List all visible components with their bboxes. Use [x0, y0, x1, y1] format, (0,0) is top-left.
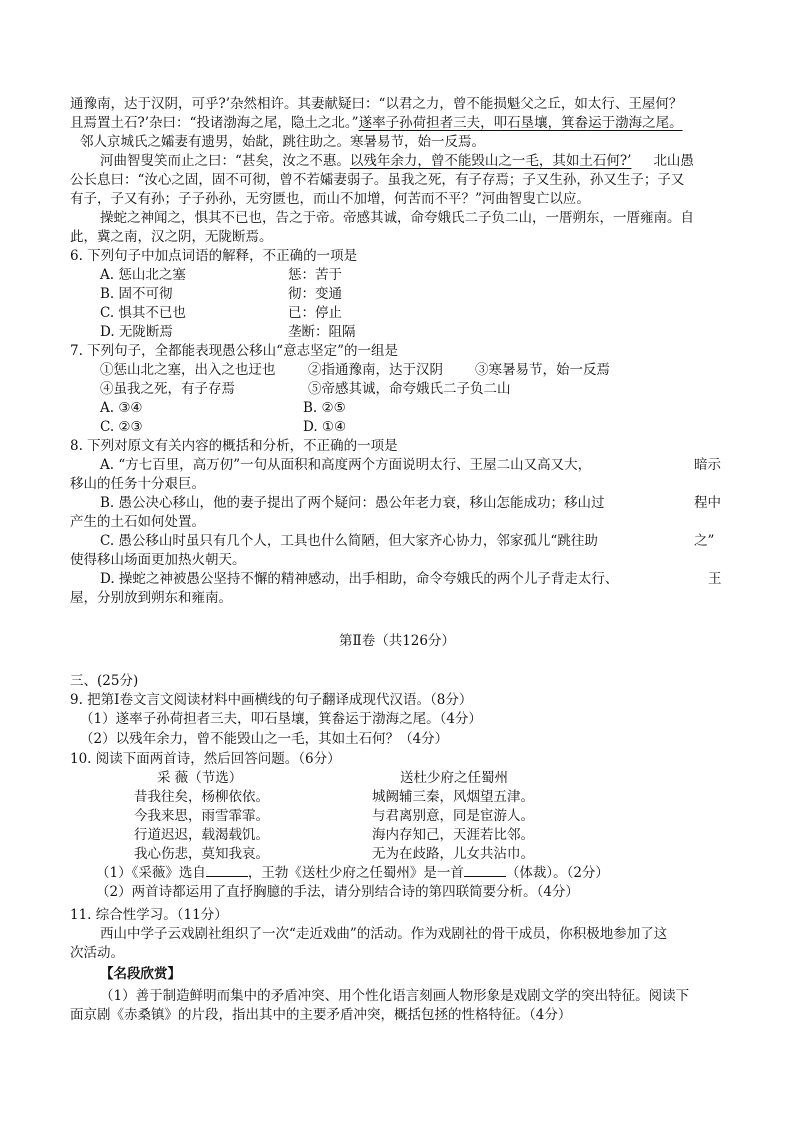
q6-option-d: D. 无陇断焉 [100, 324, 173, 340]
section-3-heading: 三、(25分) [70, 673, 139, 689]
q10-sub-1-text: （体裁）。（2分） [505, 865, 609, 881]
question-10-stem: 10. 阅读下面两首诗，然后回答问题。（6分） [70, 751, 341, 767]
question-8-stem: 8. 下列对原文有关内容的概括和分析，不正确的一项是 [70, 438, 398, 454]
answer-blank-source[interactable] [206, 864, 248, 877]
q7-option-b: B. ②⑤ [303, 400, 346, 416]
q8-option-c: C. 愚公移山时虽只有几个人，工具也什么简陋，但大家齐心协力，邻家孤儿“跳往助 [100, 533, 598, 549]
passage-line: 通豫南，达于汉阴，可乎?’杂然相许。其妻献疑曰：“以君之力，曾不能损魁父之丘，如太行、王屋何？ [70, 96, 683, 112]
poem-1-line: 昔我往矣，杨柳依依。 [134, 789, 269, 805]
passage-line: 邻人京城氏之孀妻有遗男，始龀，跳往助之。寒暑易节，始一反焉。 [80, 134, 485, 150]
passage-text: 河曲智叟笑而止之曰：“甚矣，汝之不惠。 [100, 153, 350, 169]
q7-item-4: ④虽我之死，有子存焉 [100, 381, 235, 397]
question-6-stem: 6. 下列句子中加点词语的解释，不正确的一项是 [70, 248, 358, 264]
question-9-stem: 9. 把第Ⅰ卷文言文阅读材料中画横线的句子翻译成现代汉语。（8分） [70, 692, 473, 708]
q8-option-a: A. “方七百里，高万仞”一句从面积和高度两个方面说明太行、王屋二山又高又大， [100, 457, 592, 473]
q11-section-heading: 【名段欣赏】 [100, 966, 181, 982]
q11-paragraph: 次活动。 [70, 945, 124, 961]
poem-2-line: 与君离别意，同是宦游人。 [372, 808, 534, 824]
q6-option-b-note: 彻：变通 [288, 286, 342, 302]
q8-option-c-cont: 使得移山场面更加热火朝天。 [70, 552, 246, 568]
q6-option-a: A. 惩山北之塞 [100, 267, 186, 283]
q7-option-d: D. ①④ [303, 419, 347, 435]
passage-line: 操蛇之神闻之，惧其不已也，告之于帝。帝感其诚，命夸娥氏二子负二山，一厝朔东，一厝雍南。自 [100, 210, 694, 226]
passage-line [70, 114, 683, 132]
q6-option-d-note: 垄断：阻隔 [288, 324, 356, 340]
q6-option-b: B. 固不可彻 [100, 286, 173, 302]
q8-option-b: B. 愚公决心移山，他的妻子提出了两个疑问：愚公年老力衰，移山怎能成功；移山过 [100, 495, 605, 511]
underlined-sentence-2: 以残年余力，曾不能毁山之一毛，其如土石何?’ [349, 153, 632, 169]
q8-option-c-tail: 之” [694, 533, 715, 549]
q7-item-2: ②指通豫南，达于汉阴 [308, 362, 443, 378]
poem-2-title: 送杜少府之任蜀州 [400, 770, 508, 786]
q6-option-c: C. 惧其不已也 [100, 305, 186, 321]
q7-option-a: A. ③④ [100, 400, 143, 416]
q10-sub-1-text: ，王勃《送杜少府之任蜀州》是一首 [247, 865, 464, 881]
poem-2-line: 城阙辅三秦，风烟望五津。 [372, 789, 534, 805]
passage-line [100, 152, 694, 170]
q6-option-a-note: 惩：苦于 [288, 267, 342, 283]
q8-option-d: D. 操蛇之神被愚公坚持不懈的精神感动，出手相助，命令夸娥氏的两个儿子背走太行、 [100, 571, 619, 587]
answer-blank-genre[interactable] [464, 864, 506, 877]
poem-1-line: 我心伤悲，莫知我哀。 [134, 846, 269, 862]
q10-sub-1-text: （1）《采薇》选自 [96, 865, 206, 881]
poem-1-line: 今我来思，雨雪霏霏。 [134, 808, 269, 824]
poem-2-line: 无为在歧路，儿女共沾巾。 [372, 846, 534, 862]
poem-1-title: 采 薇（节选） [157, 770, 243, 786]
q8-option-a-tail: 暗示 [694, 457, 721, 473]
underlined-sentence-1: 遂率子孙荷担者三夫，叩石垦壤，箕畚运于渤海之尾。 [358, 115, 683, 131]
question-7-stem: 7. 下列句子，全都能表现愚公移山“意志坚定”的一组是 [70, 343, 398, 359]
q7-item-3: ③寒暑易节，始一反焉 [475, 362, 610, 378]
passage-line: 公长息曰：“汝心之固，固不可彻，曾不若孀妻弱子。虽我之死，有子存焉；子又生孙，孙又生子；子又 [70, 172, 685, 188]
part-2-title: 第Ⅱ卷（共126分） [339, 633, 455, 649]
q11-paragraph: 西山中学子云戏剧社组织了一次“走近戏曲”的活动。作为戏剧社的骨干成员，你积极地参加了这 [100, 926, 668, 942]
q11-sub-1: （1）善于制造鲜明而集中的矛盾冲突、用个性化语言刻画人物形象是戏剧文学的突出特征。阅读下 [100, 988, 690, 1004]
question-11-stem: 11. 综合性学习。（11分） [70, 907, 228, 923]
q11-sub-1-cont: 面京剧《赤桑镇》的片段，指出其中的主要矛盾冲突，概括包拯的性格特征。（4分） [70, 1007, 572, 1023]
q8-option-d-tail: 王 [708, 571, 722, 587]
q8-option-b-tail: 程中 [694, 495, 721, 511]
q10-sub-2: （2）两首诗都运用了直抒胸臆的手法，请分别结合诗的第四联简要分析。（4分） [96, 884, 579, 900]
q6-option-c-note: 已：停止 [288, 305, 342, 321]
q8-option-b-cont: 产生的土石如何处置。 [70, 514, 205, 530]
passage-line: 此，冀之南，汉之阴，无陇断焉。 [70, 229, 273, 245]
q10-sub-1 [96, 864, 609, 882]
q7-item-5: ⑤帝感其诚，命夸娥氏二子负二山 [308, 381, 511, 397]
q9-sub-2: （2）以残年余力，曾不能毁山之一毛，其如土石何？（4分） [80, 731, 449, 747]
passage-text: 北山愚 [653, 153, 694, 169]
poem-2-line: 海内存知己，天涯若比邻。 [372, 827, 534, 843]
poem-1-line: 行道迟迟，载渴载饥。 [134, 827, 269, 843]
q9-sub-1: （1）遂率子孙荷担者三夫，叩石垦壤，箕畚运于渤海之尾。（4分） [80, 711, 482, 727]
passage-line: 有子，子又有孙；子子孙孙，无穷匮也，而山不加增，何苦而不平？”河曲智叟亡以应。 [70, 191, 590, 207]
q7-item-1: ①惩山北之塞，出入之也迂也 [100, 362, 276, 378]
q7-option-c: C. ②③ [100, 419, 143, 435]
passage-text: 且焉置土石?’杂曰：“投诸渤海之尾，隐土之北。” [70, 115, 359, 131]
q8-option-a-cont: 移山的任务十分艰巨。 [70, 476, 205, 492]
q8-option-d-cont: 屋，分别放到朔东和雍南。 [70, 590, 232, 606]
